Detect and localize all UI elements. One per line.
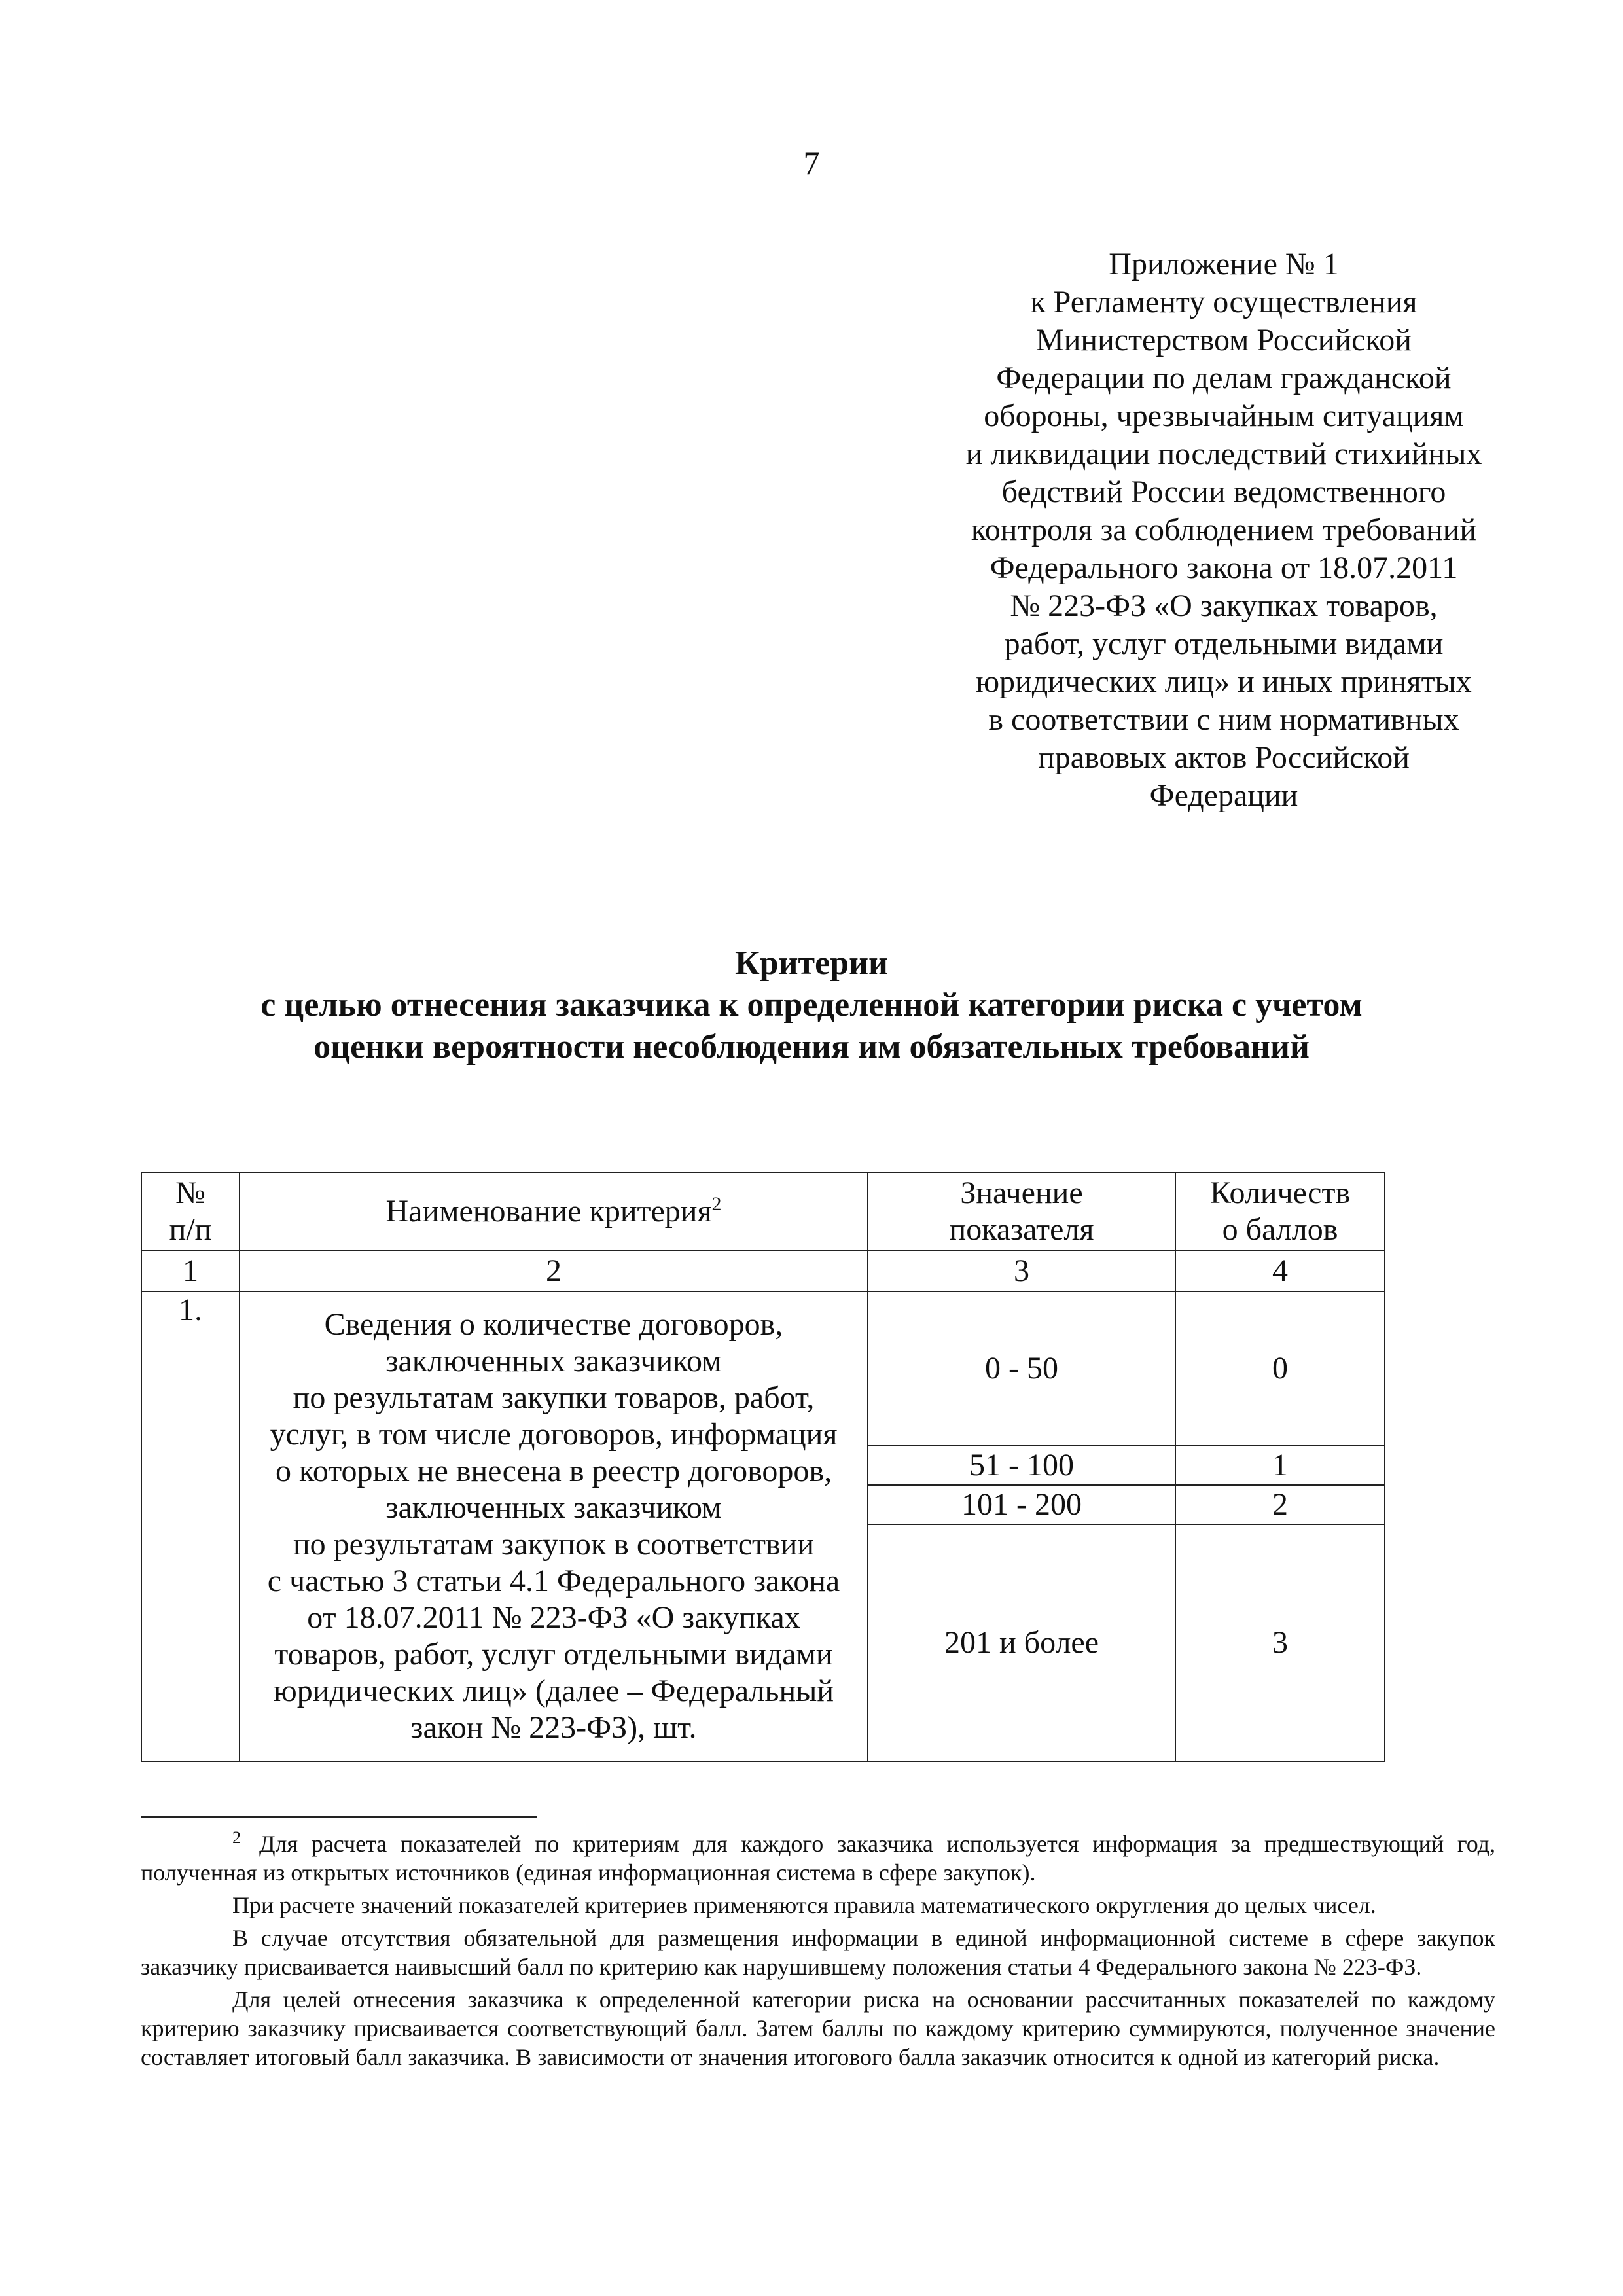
criterion-line: товаров, работ, услуг отдельными видами [274, 1637, 833, 1672]
header-value [868, 1172, 1175, 1251]
footnote-paragraph: В случае отсутствия обязательной для размещения информации в единой информационной системе в сфере закупок заказчику присваивается наивысший балл по критерию как нарушившему положения статьи 4 Федерального закона № 223-ФЗ. [141, 1925, 1495, 1980]
column-number: 2 [240, 1251, 868, 1291]
footnote-separator [141, 1816, 537, 1818]
appendix-line: работ, услуг отдельными видами [1004, 626, 1444, 661]
title-line: Критерии [734, 944, 889, 982]
page-number: 7 [803, 145, 820, 181]
indicator-value: 201 и более [868, 1524, 1175, 1761]
footnote-text: Для расчета показателей по критериям для каждого заказчика используется информация за предшествующий год, полученная из открытых источников (единая информационная система в сфере закупок). [141, 1831, 1495, 1886]
points-value: 3 [1175, 1524, 1385, 1761]
criterion-line: с частью 3 статьи 4.1 Федерального закона [267, 1564, 840, 1598]
criteria-table [141, 1172, 1385, 1762]
appendix-line: юридических лиц» и иных принятых [976, 664, 1472, 699]
header-criterion-name-text: Наименование критерия [385, 1194, 712, 1229]
appendix-line: к Регламенту осуществления [1030, 285, 1418, 319]
appendix-line: Министерством Российской [1036, 323, 1412, 357]
criterion-line: Сведения о количестве договоров, [324, 1307, 783, 1342]
title-line: оценки вероятности несоблюдения им обязательных требований [313, 1028, 1310, 1066]
appendix-line: Приложение № 1 [1109, 247, 1339, 281]
criterion-line: заключенных заказчиком [385, 1490, 722, 1525]
column-number-row [141, 1251, 1385, 1291]
criterion-line: от 18.07.2011 № 223-ФЗ «О закупках [307, 1600, 800, 1635]
criterion-line: услуг, в том числе договоров, информация [270, 1417, 838, 1452]
appendix-line: контроля за соблюдением требований [971, 512, 1477, 547]
header-num-line1: № [175, 1175, 205, 1210]
criterion-line: юридических лиц» (далее – Федеральный [273, 1674, 834, 1708]
header-num-line2: п/п [169, 1212, 212, 1247]
criterion-description [240, 1291, 868, 1761]
header-row [141, 1172, 1385, 1251]
title-line: с целью отнесения заказчика к определенной категории риска с учетом [260, 986, 1363, 1024]
footnote-ref: 2 [711, 1193, 722, 1215]
appendix-line: Федерации по делам гражданской [996, 361, 1452, 395]
row-number: 1. [141, 1291, 240, 1761]
header-points-line2: о баллов [1222, 1212, 1338, 1247]
points-value: 0 [1175, 1291, 1385, 1446]
points-value: 2 [1175, 1485, 1385, 1524]
indicator-value: 101 - 200 [868, 1485, 1175, 1524]
criterion-line: закон № 223-ФЗ), шт. [410, 1710, 697, 1745]
appendix-line: Федерации [1149, 778, 1298, 813]
appendix-line: Федерального закона от 18.07.2011 [990, 550, 1458, 585]
indicator-value: 0 - 50 [868, 1291, 1175, 1446]
header-value-line1: Значение [960, 1175, 1083, 1210]
footnote-paragraph [141, 1829, 1495, 1887]
appendix-line: правовых актов Российской [1038, 740, 1410, 775]
column-number: 1 [141, 1251, 240, 1291]
appendix-line: бедствий России ведомственного [1001, 475, 1446, 509]
header-criterion-name [240, 1172, 868, 1251]
footnote-paragraph: Для целей отнесения заказчика к определенной категории риска на основании рассчитанных показателей по каждому критерию заказчику присваивается соответствующий балл. Затем баллы по каждому критерию суммируются, полученное значение составляет итоговый балл заказчика. В зависимости от значения итогового балла заказчик относится к одной из категорий риска. [141, 1986, 1495, 2070]
appendix-line: обороны, чрезвычайным ситуациям [984, 399, 1464, 433]
header-points-line1: Количеств [1209, 1175, 1351, 1210]
criterion-line: по результатам закупок в соответствии [293, 1527, 815, 1562]
appendix-heading [870, 245, 1577, 815]
criterion-line: о которых не внесена в реестр договоров, [275, 1454, 832, 1488]
indicator-value: 51 - 100 [868, 1446, 1175, 1485]
header-points [1175, 1172, 1385, 1251]
header-value-line2: показателя [949, 1212, 1094, 1247]
criterion-line: по результатам закупки товаров, работ, [293, 1380, 815, 1415]
points-value: 1 [1175, 1446, 1385, 1485]
table-row [141, 1291, 1385, 1446]
header-num [141, 1172, 240, 1251]
footnote-paragraph: При расчете значений показателей критериев применяются правила математического округления до целых чисел. [232, 1892, 1376, 1918]
criterion-line: заключенных заказчиком [385, 1344, 722, 1378]
column-number: 3 [868, 1251, 1175, 1291]
appendix-line: в соответствии с ним нормативных [988, 702, 1459, 737]
footnote-mark: 2 [232, 1828, 241, 1847]
appendix-line: и ликвидации последствий стихийных [965, 437, 1482, 471]
appendix-line: № 223-ФЗ «О закупках товаров, [1010, 588, 1438, 623]
footnotes [141, 1829, 1495, 2075]
column-number: 4 [1175, 1251, 1385, 1291]
document-title [0, 942, 1623, 1068]
